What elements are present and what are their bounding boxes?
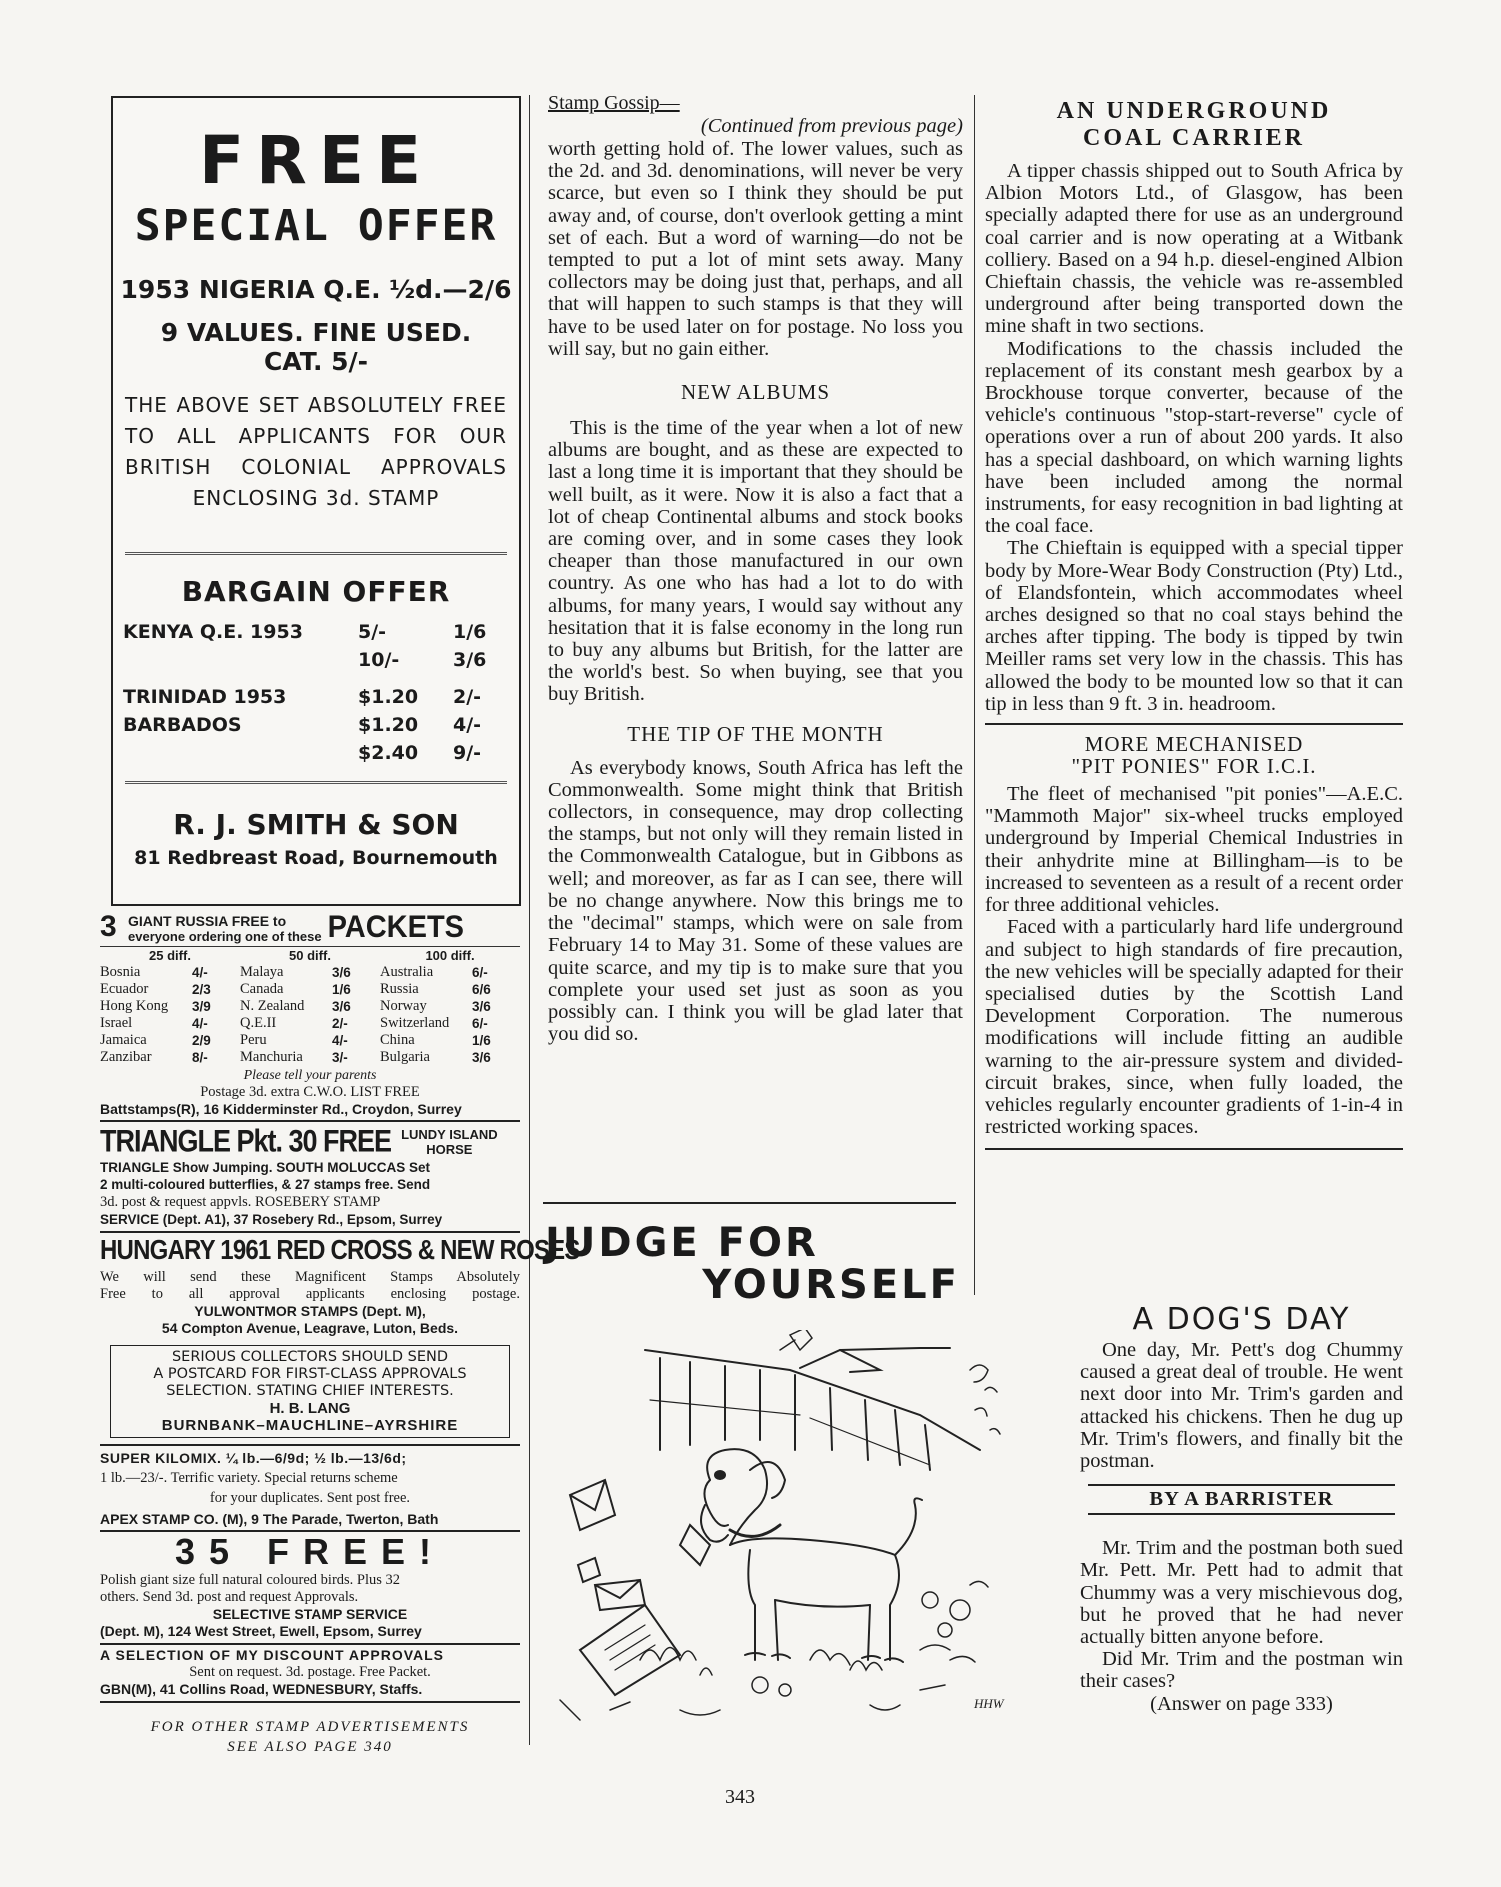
divider [543, 1202, 956, 1204]
table-row [100, 1015, 520, 1032]
divider [100, 1643, 520, 1645]
packet-country: Hong Kong [100, 998, 169, 1014]
table-row [123, 711, 513, 739]
packet-country: Russia [380, 981, 419, 997]
packets-number: 3 [100, 910, 117, 943]
table-row [100, 1032, 520, 1049]
kilomix-address: APEX STAMP CO. (M), 9 The Parade, Twerton, Bath [100, 1511, 439, 1527]
packet-price: 3/9 [192, 999, 211, 1014]
illustrator-signature: HHW [974, 1696, 1004, 1711]
column-rule-right [974, 95, 975, 1295]
packet-price: 6/- [472, 1016, 488, 1031]
free-headline: FREE [198, 122, 434, 199]
gossip-paragraph: As everybody knows, South Africa has left the Commonwealth. Some might think that British collectors, in consequence, may drop collecting the stamps, but not only will they remain listed in the Commonwealth Catalogue, but in Gibbons as well; and moreover, as far as I can see, there will be no change anywhere. Now this brings me to the "decimal" stamps, which were on sale from February 14 to May 31. Some of these values are quite scarce, and my tip is to make sure that you complete your used set just as soon as you possibly can. I think you will be glad later that you did so. [548, 756, 963, 1046]
dogs-day-paragraph: One day, Mr. Pett's dog Chummy caused a great deal of trouble. He went next door into Mr. Trim's garden and attacked his chickens. Then he dug up Mr. Trim's flowers, and finally bit the postman. [1080, 1339, 1403, 1473]
bargain-value: $1.20 [358, 714, 419, 736]
judge-line2: YOURSELF [702, 1262, 960, 1308]
table-row [123, 646, 513, 674]
bargain-price: 4/- [453, 714, 482, 736]
dogs-day-article [1080, 1302, 1403, 1716]
serious-address: BURNBANK–MAUCHLINE–AYRSHIRE [161, 1417, 459, 1434]
serious-line [117, 1349, 503, 1366]
divider [985, 1148, 1403, 1150]
bargain-price: 3/6 [453, 649, 487, 671]
table-row [100, 1049, 520, 1066]
divider [100, 1444, 520, 1446]
stamp-gossip-title: Stamp Gossip— [548, 92, 680, 114]
new-albums-heading: NEW ALBUMS [680, 380, 831, 405]
packets-address: Battstamps(R), 16 Kidderminster Rd., Croydon, Surrey [100, 1101, 462, 1117]
free-set-line: TO ALL APPLICANTS FOR OUR [125, 424, 507, 448]
letter [570, 1480, 615, 1530]
flowers [920, 1581, 988, 1662]
coal-paragraph: Modifications to the chassis included the replacement of its constant mesh gearbox by a Brockhouse torque converter, because of the vehicle's continuous "stop-start-reverse" cycle of operations over a run of about 200 yards. It also has a special dashboard, on which warning lights have been included among the normal instruments, for easy recognition in bad lighting at the coal face. [985, 337, 1403, 538]
discount-text: Sent on request. 3d. postage. Free Packet. [189, 1664, 431, 1680]
bargain-value: 10/- [358, 649, 400, 671]
serious-collectors-advert [110, 1345, 510, 1438]
serious-line-text: SERIOUS COLLECTORS SHOULD SEND [171, 1349, 449, 1365]
table-row [100, 964, 520, 981]
fence-rail [645, 1350, 980, 1450]
ponies-title-line2: "PIT PONIES" FOR I.C.I. [1071, 754, 1317, 779]
column-rule-left [529, 95, 530, 1745]
dog-mouth [701, 1505, 728, 1542]
dog-cartoon-illustration [550, 1330, 1030, 1730]
free35-text: Polish giant size full natural coloured birds. Plus 32 [100, 1572, 401, 1588]
hungary-title: HUNGARY 1961 RED CROSS & NEW ROSES [100, 1234, 580, 1266]
packet-price: 2/- [332, 1016, 348, 1031]
letter-in-mouth [680, 1525, 710, 1565]
triangle-title: TRIANGLE Pkt. 30 FREE [100, 1123, 392, 1159]
free35-address: (Dept. M), 124 West Street, Ewell, Epsom, Surrey [100, 1623, 422, 1639]
free-set-line: ENCLOSING 3d. STAMP [192, 486, 440, 510]
free35-text: others. Send 3d. post and request Approvals. [100, 1589, 359, 1605]
triangle-headline [100, 1123, 520, 1159]
lundy-line2: HORSE [426, 1141, 473, 1157]
kilomix-title: SUPER KILOMIX. ¼ lb.—6/9d; ½ lb.—13/6d; [100, 1450, 407, 1466]
grass [640, 1648, 882, 1676]
free35-firm: SELECTIVE STAMP SERVICE [212, 1606, 408, 1622]
packet-country: Switzerland [380, 1015, 450, 1031]
packet-country: Bulgaria [380, 1049, 430, 1065]
serious-line: A POSTCARD FOR FIRST-CLASS APPROVALS [153, 1366, 467, 1382]
house-roof [800, 1350, 880, 1372]
dogs-day-paragraph: Did Mr. Trim and the postman win their cases? [1080, 1648, 1403, 1693]
firm-address: 81 Redbreast Road, Bournemouth [134, 847, 498, 869]
dog-front-legs [748, 1550, 778, 1660]
packet-price: 3/6 [472, 1050, 491, 1065]
judge-heading [545, 1222, 960, 1306]
packet-price: 3/6 [472, 999, 491, 1014]
cat-line: CAT. 5/- [263, 347, 369, 376]
packet-price: 4/- [192, 1016, 208, 1031]
bargain-price: 9/- [453, 742, 482, 764]
ponies-paragraph: The fleet of mechanised "pit ponies"—A.E.C. "Mammoth Major" six-wheel trucks employed underground by Imperial Chemical Industries in their anhydrite mine at Billingham—is to be increased to seventeen as a result of a recent order for three additional vehicles. [985, 783, 1403, 917]
column-header: 50 diff. [240, 947, 380, 965]
packet-country: Q.E.II [240, 1015, 277, 1031]
bargain-item: TRINIDAD 1953 [123, 686, 287, 708]
packet-country: Malaya [240, 964, 284, 980]
other-ads-note: SEE ALSO PAGE 340 [227, 1739, 393, 1755]
free-set-line: BRITISH COLONIAL APPROVALS [125, 455, 507, 479]
special-offer-headline: SPECIAL OFFER [134, 201, 498, 251]
divider [1088, 1484, 1395, 1486]
divider [100, 1701, 520, 1703]
bargain-item: KENYA Q.E. 1953 [123, 621, 303, 643]
divider [100, 1231, 520, 1233]
packet-price: 3/- [332, 1050, 348, 1065]
kilomix-text: 1 lb.—23/-. Terrific variety. Special returns scheme [100, 1470, 398, 1486]
nigeria-line: 1953 NIGERIA Q.E. ½d.—2/6 [120, 275, 512, 304]
packet-price: 8/- [192, 1050, 208, 1065]
packet-country: Ecuador [100, 981, 149, 997]
divider [985, 723, 1403, 725]
coal-paragraph: A tipper chassis shipped out to South Africa by Albion Motors Ltd., of Glasgow, has been specially adapted there for use as an underground coal carrier and is now operating at a Witbank colliery. Based on a 94 h.p. diesel-engined Albion Chieftain chassis, the vehicle was re-assembled underground after being transported down the mine shaft in two sections. [985, 160, 1403, 338]
dog-snout [704, 1480, 728, 1526]
continued-note: (Continued from previous page) [700, 115, 963, 137]
flying-feathers [970, 1365, 1000, 1434]
triangle-text-line: 2 multi-coloured butterflies, & 27 stamps free. Send [100, 1177, 431, 1192]
hungary-text: We will send these Magnificent Stamps Absolutely [100, 1269, 520, 1285]
coal-paragraph: The Chieftain is equipped with a special tipper body by More-Wear Body Construction (Pty) Ltd., of Elandsfontein, which accommodates wheel arches designed so that no coal stays behind the arches after tipping. The body is tipped by twin Meiller rams set very low in the chassis. This has allowed the body to be mounted low so that it can tip in less than 9 ft. 3 in. headroom. [985, 537, 1403, 715]
kilomix-text: for your duplicates. Sent post free. [209, 1490, 411, 1506]
free35-title: 35 FREE! [174, 1531, 446, 1572]
packet-country: Canada [240, 981, 284, 997]
bargain-price: 1/6 [453, 621, 487, 643]
packet-price: 6/6 [472, 982, 491, 997]
packet-price: 2/3 [192, 982, 211, 997]
ponies-title-line1: MORE MECHANISED [1084, 732, 1304, 757]
packets-note: Please tell your parents [243, 1068, 377, 1083]
packet-country: Israel [100, 1015, 133, 1031]
page-number: 343 [725, 1786, 755, 1808]
letter [595, 1580, 645, 1610]
answer-reference: (Answer on page 333) [1150, 1692, 1333, 1715]
packet-country: Norway [380, 998, 427, 1014]
free-set-line: THE ABOVE SET ABSOLUTELY FREE [125, 393, 507, 417]
dog-tail [895, 1498, 922, 1555]
gossip-paragraph: worth getting hold of. The lower values, such as the 2d. and 3d. denominations, will never be very scarce, but even so I think they should be put away and, of course, don't overlook getting a mint set of each. But a word of warning—do not be tempted to put a lot of mint sets away. Many collectors may be doing just that, perhaps, and all that will happen to such stamps is that they will have to be used later on for postage. No loss you will say, but no gain either. [548, 138, 963, 360]
packet-price: 1/6 [472, 1033, 491, 1048]
packet-price: 3/6 [332, 999, 351, 1014]
free-set-text [113, 390, 519, 514]
bargain-value: 5/- [358, 621, 387, 643]
tip-heading: THE TIP OF THE MONTH [627, 721, 884, 746]
coal-title-line1: AN UNDERGROUND [1056, 98, 1332, 124]
bargain-item: BARBADOS [123, 714, 242, 736]
triangle-text [100, 1176, 520, 1194]
packet-price: 2/9 [192, 1033, 211, 1048]
packet-country: Zanzibar [100, 1049, 152, 1065]
bargain-price: 2/- [453, 686, 482, 708]
hungary-address: 54 Compton Avenue, Leagrave, Luton, Beds. [161, 1320, 459, 1336]
ponies-paragraph: Faced with a particularly hard life underground and subject to high standards of fire precaution, the new vehicles will be specially adapted for their specialised duties by the Scottish Land Development Corporation. The numerous modifications will include fitting an audible warning to the air-pressure system and divided-circuit brakes, since, when fully loaded, the vehicles regularly encounter gradients of 1-in-4 in restricted working spaces. [985, 916, 1403, 1139]
table-row [123, 674, 513, 711]
packet-country: Manchuria [240, 1049, 303, 1065]
triangle-address: SERVICE (Dept. A1), 37 Rosebery Rd., Epsom, Surrey [100, 1212, 443, 1227]
table-row [100, 998, 520, 1015]
other-ads-note: FOR OTHER STAMP ADVERTISEMENTS [150, 1719, 470, 1735]
bargain-value: $2.40 [358, 742, 419, 764]
dogs-day-title: A DOG'S DAY [1132, 1302, 1351, 1337]
gossip-paragraph: This is the time of the year when a lot of new albums are bought, and as these are expected to last a long time it is important that they should be well built, as it were. Now it is also a fact that a lot of cheap Continental albums and stock books are coming over, and in some cases they look cheaper than those manufactured in our own country. As one who has had a lot to do with albums, for many years, I would say without any hesitation that it is false economy in the long run to buy any albums but British, for the latter are the world's best. So when buying, see that you buy British. [548, 417, 963, 706]
packet-price: 4/- [192, 965, 208, 980]
byline: BY A BARRISTER [1149, 1488, 1334, 1511]
serious-name: H. B. LANG [269, 1400, 351, 1417]
table-row [123, 739, 513, 767]
coal-carrier-article [985, 98, 1403, 1150]
dog-paws [745, 1653, 903, 1662]
divider [100, 1120, 520, 1122]
packet-country: Australia [380, 964, 434, 980]
packet-price: 6/- [472, 965, 488, 980]
free-offer-advert [111, 96, 521, 906]
packets-table [100, 946, 520, 1066]
triangle-text: TRIANGLE Show Jumping. SOUTH MOLUCCAS Set [100, 1160, 430, 1175]
coal-title-line2: COAL CARRIER [1082, 125, 1306, 151]
firm-name: R. J. SMITH & SON [173, 808, 459, 841]
table-row [100, 981, 520, 998]
column-header: 25 diff. [100, 947, 240, 965]
hungary-firm: YULWONTMOR STAMPS (Dept. M), [194, 1303, 426, 1319]
discount-address: GBN(M), 41 Collins Road, WEDNESBURY, Staffs. [100, 1681, 423, 1697]
packet-country: N. Zealand [240, 998, 305, 1014]
stamp-gossip-column [548, 92, 963, 1045]
packets-rows [100, 964, 520, 1066]
triangle-text: 3d. post & request appvls. ROSEBERY STAMP [100, 1194, 381, 1210]
packet-price: 1/6 [332, 982, 351, 997]
bargain-table [123, 618, 513, 767]
bargain-item [123, 739, 358, 767]
packets-line1: GIANT RUSSIA FREE to [128, 913, 287, 929]
packets-line2: everyone ordering one of these [128, 929, 322, 944]
packet-country: Jamaica [100, 1032, 147, 1048]
lundy-line1: LUNDY ISLAND [401, 1126, 498, 1142]
packet-country: China [380, 1032, 415, 1048]
divider [1088, 1513, 1395, 1515]
packet-price: 3/6 [332, 965, 351, 980]
bargain-value: $1.20 [358, 686, 419, 708]
hungary-text: Free to all approval applicants enclosing postage. [100, 1286, 520, 1302]
judge-line1: JUDGE FOR [545, 1220, 819, 1266]
packets-postage: Postage 3d. extra C.W.O. LIST FREE [200, 1084, 420, 1100]
discount-title: A SELECTION OF MY DISCOUNT APPROVALS [100, 1647, 445, 1663]
packets-headline [100, 910, 520, 944]
divider [125, 552, 507, 557]
packet-price: 4/- [332, 1033, 348, 1048]
serious-line: SELECTION. STATING CHIEF INTERESTS. [166, 1383, 454, 1399]
column-header: 100 diff. [380, 947, 520, 965]
values-line: 9 VALUES. FINE USED. [160, 318, 472, 347]
packets-word: PACKETS [327, 909, 465, 945]
bargain-item [123, 646, 358, 674]
packet-country: Peru [240, 1032, 267, 1048]
small-adverts [100, 909, 580, 1757]
packet-country: Bosnia [100, 964, 141, 980]
table-row [100, 947, 520, 965]
dogs-day-paragraph: Mr. Trim and the postman both sued Mr. Pett. Mr. Pett had to admit that Chummy was a very mischievous dog, but he proved that he had never actually bitten anyone before. [1080, 1537, 1403, 1649]
table-row [123, 618, 513, 646]
bargain-title: BARGAIN OFFER [181, 575, 451, 608]
divider [125, 781, 507, 786]
